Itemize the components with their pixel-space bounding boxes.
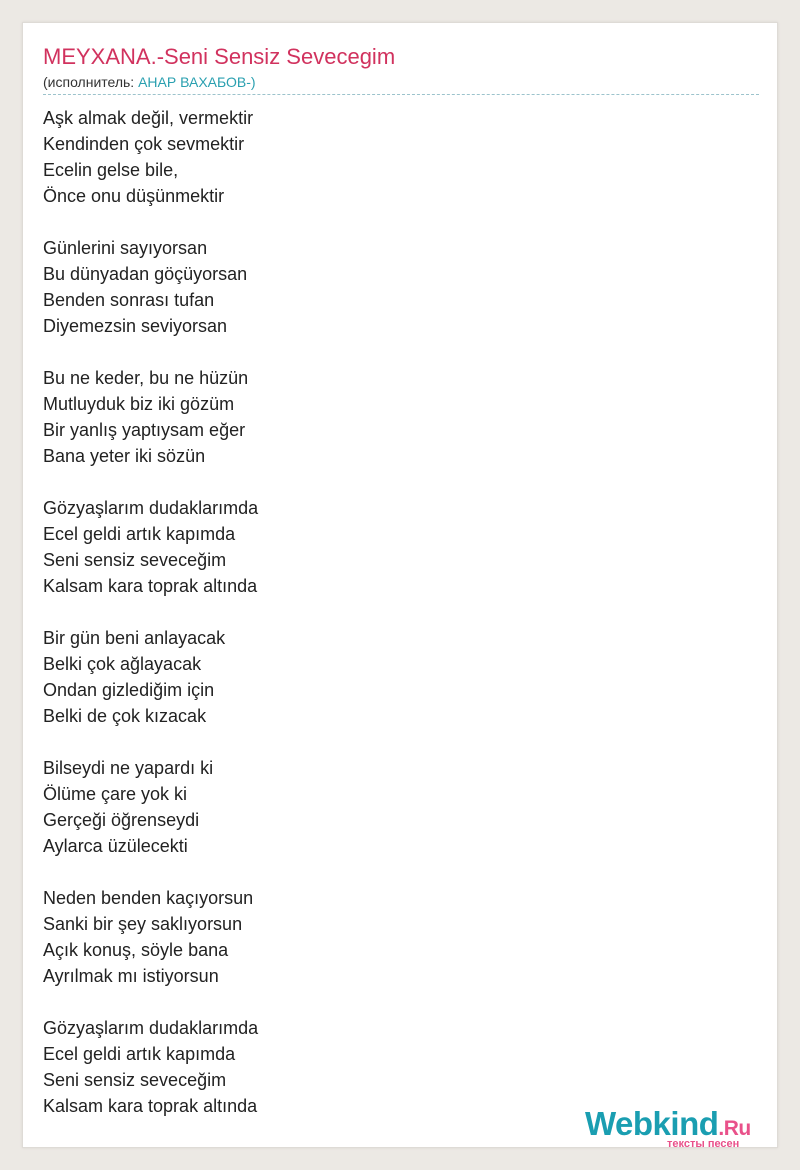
lyrics-line: Bana yeter iki sözün — [43, 446, 206, 466]
webkind-logo — [585, 1105, 785, 1149]
artist-line — [43, 74, 256, 90]
lyrics-line: Belki de çok kızacak — [43, 706, 207, 726]
lyrics-card — [22, 22, 778, 1148]
lyrics-line: Gözyaşlarım dudaklarımda — [43, 1018, 259, 1038]
artist-suffix: -) — [246, 74, 256, 90]
artist-link[interactable]: АНАР ВАХАБОВ — [138, 74, 247, 90]
lyrics-line: Ecel geldi artık kapımda — [43, 524, 236, 544]
lyrics-body — [43, 105, 258, 1145]
logo-tld: .Ru — [718, 1117, 751, 1140]
lyrics-line: Kendinden çok sevmektir — [43, 134, 245, 154]
lyrics-line: Bir gün beni anlayacak — [43, 628, 226, 648]
lyrics-line: Gözyaşlarım dudaklarımda — [43, 498, 259, 518]
lyrics-line: Ecel geldi artık kapımda — [43, 1044, 236, 1064]
logo-brand: Webkind — [585, 1105, 719, 1142]
lyrics-line: Ecelin gelse bile, — [43, 160, 179, 180]
lyrics-line: Kalsam kara toprak altında — [43, 576, 258, 596]
lyrics-line: Bu dünyadan göçüyorsan — [43, 264, 248, 284]
lyrics-line: Belki çok ağlayacak — [43, 654, 202, 674]
lyrics-line: Ondan gizlediğim için — [43, 680, 215, 700]
lyrics-stanza — [43, 755, 258, 859]
title-divider — [43, 94, 759, 95]
lyrics-line: Aylarca üzülecekti — [43, 836, 188, 856]
lyrics-line: Seni sensiz seveceğim — [43, 550, 227, 570]
lyrics-stanza — [43, 365, 258, 469]
lyrics-stanza — [43, 105, 258, 209]
lyrics-stanza — [43, 625, 258, 729]
lyrics-line: Bir yanlış yaptıysam eğer — [43, 420, 246, 440]
lyrics-line: Bu ne keder, bu ne hüzün — [43, 368, 249, 388]
lyrics-line: Gerçeği öğrenseydi — [43, 810, 200, 830]
lyrics-line: Seni sensiz seveceğim — [43, 1070, 227, 1090]
lyrics-line: Ölüme çare yok ki — [43, 784, 188, 804]
logo-tagline: тексты песен — [667, 1138, 740, 1150]
lyrics-line: Önce onu düşünmektir — [43, 186, 225, 206]
lyrics-line: Günlerini sayıyorsan — [43, 238, 208, 258]
lyrics-line: Sanki bir şey saklıyorsun — [43, 914, 243, 934]
lyrics-stanza — [43, 885, 258, 989]
lyrics-line: Açık konuş, söyle bana — [43, 940, 229, 960]
lyrics-line: Aşk almak değil, vermektir — [43, 108, 254, 128]
lyrics-line: Kalsam kara toprak altında — [43, 1096, 258, 1116]
lyrics-line: Mutluyduk biz iki gözüm — [43, 394, 235, 414]
page-title: MEYXANA.-Seni Sensiz Sevecegim — [43, 44, 396, 69]
lyrics-line: Neden benden kaçıyorsun — [43, 888, 254, 908]
lyrics-line: Benden sonrası tufan — [43, 290, 215, 310]
lyrics-stanza — [43, 1015, 258, 1119]
lyrics-line: Bilseydi ne yapardı ki — [43, 758, 214, 778]
lyrics-stanza — [43, 495, 258, 599]
lyrics-line: Ayrılmak mı istiyorsun — [43, 966, 219, 986]
lyrics-line: Diyemezsin seviyorsan — [43, 316, 228, 336]
lyrics-stanza — [43, 235, 258, 339]
artist-prefix: (исполнитель: — [43, 74, 139, 90]
